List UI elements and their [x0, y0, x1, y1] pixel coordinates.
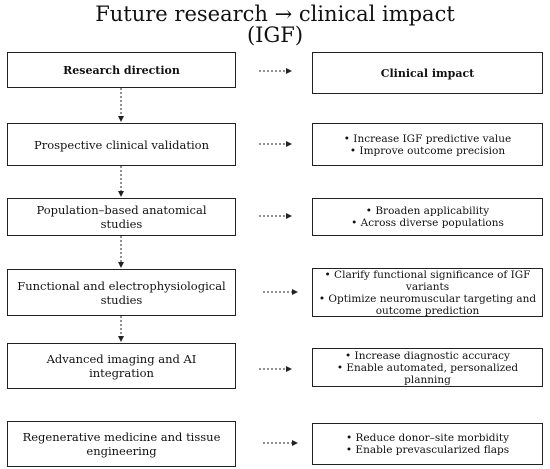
research-box-3 [7, 269, 236, 316]
impact-text: • Enable prevascularized flaps [345, 444, 510, 456]
impact-text: • Optimize neuromuscular targeting and [318, 292, 537, 305]
impact-text: • Broaden applicability [365, 205, 490, 217]
research-text: Population–based anatomical studies [36, 203, 207, 231]
impact-text: variants [405, 280, 450, 293]
impact-text: • Improve outcome precision [349, 144, 506, 157]
clinical-impact-header-box [312, 52, 543, 94]
research-box-1 [7, 123, 236, 166]
research-box-2 [7, 198, 236, 236]
impact-text: • Clarify functional significance of IGF [324, 268, 531, 281]
impact-text: • Increase diagnostic accuracy [345, 349, 510, 362]
impact-text: • Reduce donor–site morbidity [345, 432, 510, 444]
diagram-title-line2: (IGF) [246, 23, 304, 47]
research-text: engineering [86, 444, 157, 458]
impact-box-1 [312, 123, 543, 166]
research-text: Advanced imaging and AI integration [46, 352, 197, 380]
clinical-impact-header: Clinical impact [380, 66, 475, 80]
impact-box-3 [312, 268, 543, 317]
diagram-title-line1: Future research → clinical impact [95, 2, 455, 26]
impact-text: • Increase IGF predictive value [343, 132, 512, 145]
research-box-4 [7, 343, 236, 389]
research-direction-header: Research direction [63, 63, 180, 77]
research-direction-header-box [7, 52, 236, 88]
research-text: Regenerative medicine and tissue [22, 430, 221, 444]
impact-box-2 [312, 198, 543, 236]
impact-text: • Enable automated, personalized planning [336, 361, 519, 386]
research-box-5 [7, 421, 236, 467]
impact-text: outcome prediction [375, 304, 480, 317]
impact-box-4 [312, 348, 543, 387]
impact-text: • Across diverse populations [351, 217, 504, 229]
impact-box-5 [312, 423, 543, 465]
research-text: Functional and electrophysiological studies [17, 278, 226, 307]
research-text: Prospective clinical validation [34, 137, 209, 152]
